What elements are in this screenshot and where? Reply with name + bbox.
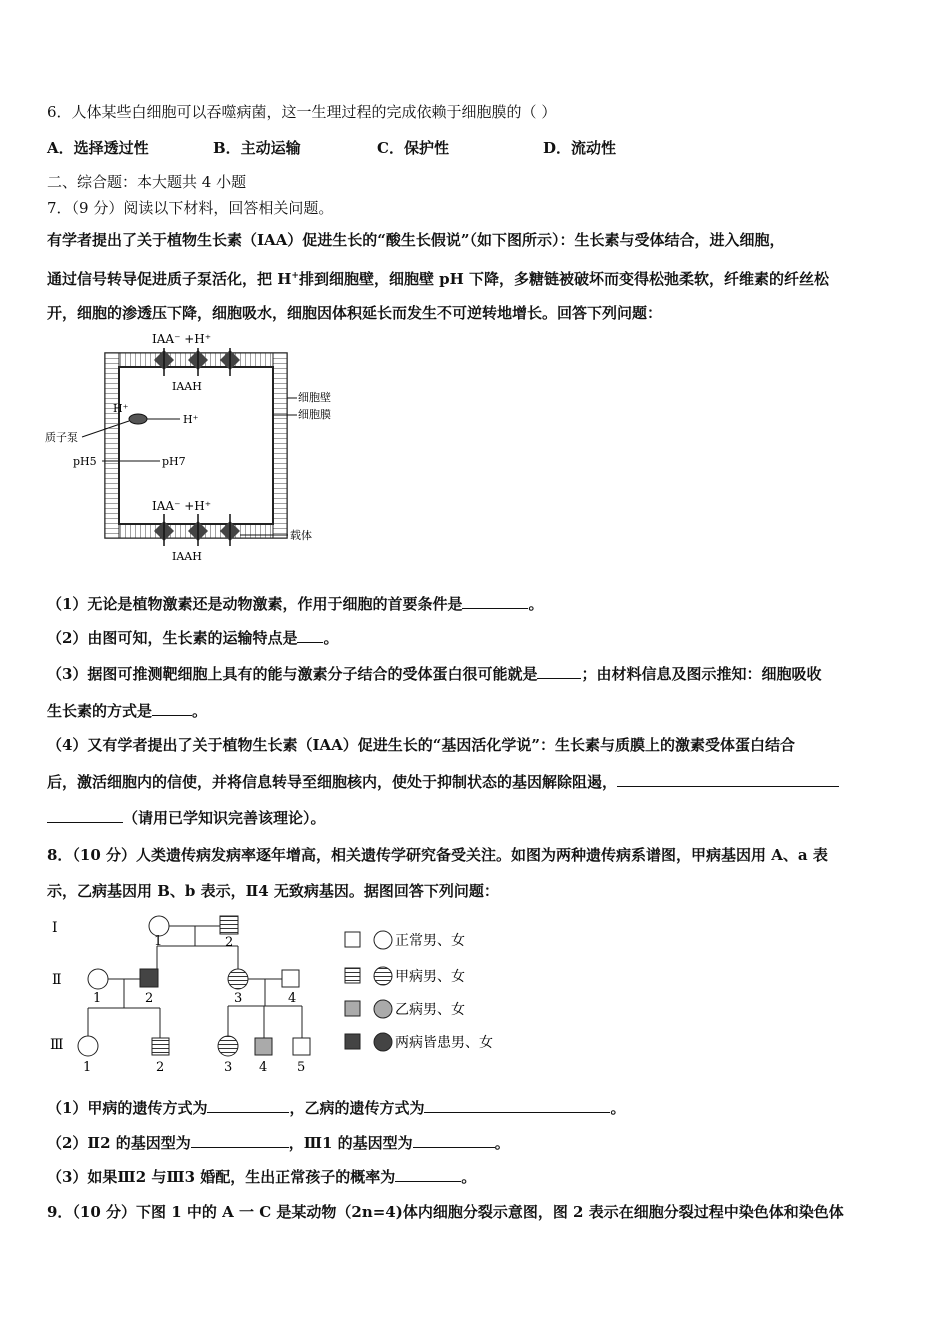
fig-wall-label: 细胞壁 <box>298 391 331 404</box>
q6-option-d: D．流动性 <box>543 139 617 157</box>
ped-ii4-num: 4 <box>288 991 297 1006</box>
ped-iii1-num: 1 <box>83 1060 92 1075</box>
ped-iii4-num: 4 <box>259 1060 268 1075</box>
q7-para-line3: 开，细胞的渗透压下降，细胞吸水，细胞因体积延长而发生不可逆转地增长。回答下列问题： <box>47 304 663 322</box>
ped-iii1-female <box>78 1036 98 1056</box>
ped-i1-num: 1 <box>154 934 163 949</box>
ped-iii5-num: 5 <box>297 1060 306 1075</box>
fig-ph-out: pH5 <box>73 455 97 468</box>
q7-sub4-line3: （请用已学知识完善该理论）。 <box>47 808 326 828</box>
fig-ph-in: pH7 <box>162 455 186 468</box>
q6-option-b: B．主动运输 <box>213 139 301 157</box>
ped-ii4-male <box>282 970 299 987</box>
q9-para-line1: 9．（10 分）下图 1 中的 A 一 C 是某动物（2n=4)体内细胞分裂示意图，图 2 表示在细胞分裂过程中染色体和染色体 <box>47 1203 844 1221</box>
fig-pump-label: 质子泵 <box>45 431 78 444</box>
ped-iii4-male-b <box>255 1038 272 1055</box>
q7-sub2: （2）由图可知，生长素的运输特点是 。 <box>47 629 339 647</box>
pedigree-chart <box>40 908 520 1078</box>
gen-label-1: Ⅰ <box>52 920 58 936</box>
fig-top-label: IAA⁻ +H⁺ <box>152 332 212 346</box>
ped-ii1-num: 1 <box>93 991 102 1006</box>
ped-iii2-num: 2 <box>156 1060 165 1075</box>
ped-iii5-male <box>293 1038 310 1055</box>
ped-i1-female <box>149 916 169 936</box>
fig-membrane-label: 细胞膜 <box>298 408 331 421</box>
proton-pump <box>129 414 147 424</box>
gen-label-3: Ⅲ <box>50 1037 64 1053</box>
q8-para-line2: 示，乙病基因用 B、b 表示，Ⅱ4 无致病基因。据图回答下列问题： <box>47 882 499 900</box>
q6-option-c: C．保护性 <box>377 139 449 157</box>
q7-head: 7．（9 分）阅读以下材料，回答相关问题。 <box>47 199 334 217</box>
q6-stem: 6．人体某些白细胞可以吞噬病菌，这一生理过程的完成依赖于细胞膜的（ ） <box>47 103 557 121</box>
ped-iii2-male-a <box>152 1038 169 1055</box>
fig-carrier-label: 载体 <box>290 529 312 542</box>
ped-ii3-num: 3 <box>234 991 243 1006</box>
ped-iii3-female-a <box>218 1036 238 1056</box>
q7-sub3-line2: 生长素的方式是 。 <box>47 702 208 720</box>
ped-ii3-female-a <box>228 969 248 989</box>
ped-ii1-female <box>88 969 108 989</box>
legend-normal: 正常男、女 <box>395 933 465 949</box>
ped-iii3-num: 3 <box>224 1060 233 1075</box>
ped-i2-num: 2 <box>225 935 234 950</box>
ped-ii2-male-both <box>140 969 158 987</box>
ped-ii2-num: 2 <box>145 991 154 1006</box>
q8-sub1: （1）甲病的遗传方式为 ，乙病的遗传方式为 。 <box>47 1099 626 1117</box>
pedigree-legend <box>345 931 493 1051</box>
legend-disease-a: 甲病男、女 <box>395 969 465 985</box>
ped-i2-male-a <box>220 916 238 934</box>
fig-bottom-iaah: IAAH <box>172 550 202 563</box>
q6-option-a: A．选择透过性 <box>47 139 149 157</box>
section-heading: 二、综合题：本大题共 4 小题 <box>47 173 247 191</box>
acid-growth-figure <box>40 328 360 568</box>
gen-label-2: Ⅱ <box>52 972 62 988</box>
q7-sub4-line1: （4）又有学者提出了关于植物生长素（IAA）促进生长的“基因活化学说”：生长素与质膜上的激素受体蛋白结合 <box>47 736 795 754</box>
q7-para-line2: 通过信号转导促进质子泵活化，把 H+排到细胞壁，细胞壁 pH 下降，多糖链被破坏而变得松弛柔软，纤维素的纤丝松 <box>47 270 830 288</box>
fig-hplus-out: H⁺ <box>113 402 129 415</box>
fig-bottom-label: IAA⁻ +H⁺ <box>152 499 212 513</box>
legend-disease-b: 乙病男、女 <box>395 1002 465 1018</box>
q7-para-line1: 有学者提出了关于植物生长素（IAA）促进生长的“酸生长假说”（如下图所示）：生长素与受体结合，进入细胞， <box>47 231 785 249</box>
fig-hplus-in: H⁺ <box>183 413 199 426</box>
q8-sub2: （2）Ⅱ2 的基因型为 ，Ⅲ1 的基因型为 。 <box>47 1134 510 1152</box>
q7-sub3-line1: （3）据图可推测靶细胞上具有的能与激素分子结合的受体蛋白很可能就是 ；由材料信息及图示推知：细胞吸收 <box>47 665 822 683</box>
fig-top-iaah: IAAH <box>172 380 202 393</box>
q7-sub1: （1）无论是植物激素还是动物激素，作用于细胞的首要条件是 。 <box>47 595 544 613</box>
legend-both: 两病皆患男、女 <box>395 1035 493 1051</box>
q8-sub3: （3）如果Ⅲ2 与Ⅲ3 婚配，生出正常孩子的概率为 。 <box>47 1168 477 1186</box>
q7-sub4-line2: 后，激活细胞内的信使，并将信息转导至细胞核内，使处于抑制状态的基因解除阻遏， <box>47 772 839 792</box>
q8-para-line1: 8．（10 分）人类遗传病发病率逐年增高，相关遗传学研究备受关注。如图为两种遗传病系谱图，甲病基因用 A、a 表 <box>47 846 828 864</box>
